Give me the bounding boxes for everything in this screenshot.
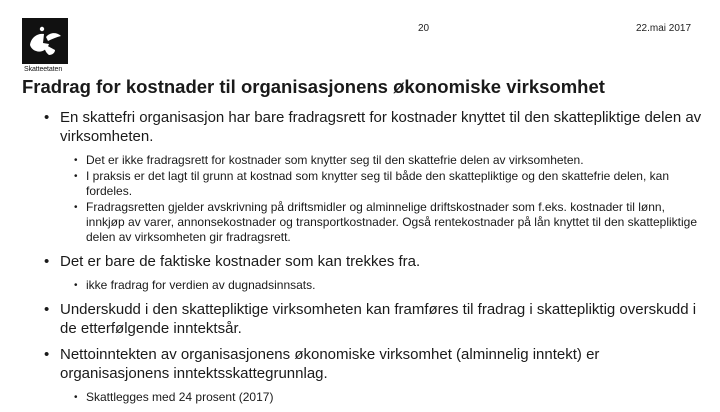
bullet-dot-icon: • xyxy=(44,301,50,318)
sub-bullet-text: ikke fradrag for verdien av dugnadsinnsats. xyxy=(86,278,316,292)
sub-bullet-item xyxy=(44,153,704,168)
slide-title: Fradrag for kostnader til organisasjonens økonomiske virksomhet xyxy=(22,76,605,97)
sub-bullet-list xyxy=(44,278,704,293)
sub-bullet-item xyxy=(44,169,704,199)
bullet-dot-icon: • xyxy=(44,253,50,270)
bullet-text: Nettoinntekten av organisasjonens økonomiske virksomhet (alminnelig inntekt) er organisasjonens inntektsskattegrunnlag. xyxy=(60,346,600,382)
bullet-item xyxy=(44,345,704,383)
sub-bullet-dot-icon: • xyxy=(74,280,78,291)
bullet-item xyxy=(44,300,704,338)
sub-bullet-dot-icon: • xyxy=(74,155,78,166)
sub-bullet-dot-icon: • xyxy=(74,202,78,213)
logo-mark-icon xyxy=(22,18,68,64)
logo-emblem-icon xyxy=(22,18,68,64)
sub-bullet-item xyxy=(44,390,704,405)
sub-bullet-dot-icon: • xyxy=(74,171,78,182)
bullet-text: Det er bare de faktiske kostnader som kan trekkes fra. xyxy=(60,253,421,270)
sub-bullet-list xyxy=(44,153,704,245)
bullet-item xyxy=(44,108,704,146)
sub-bullet-text: Skattlegges med 24 prosent (2017) xyxy=(86,390,274,404)
logo-text: Skatteetaten xyxy=(24,66,63,73)
bullet-text: Underskudd i den skattepliktige virksomheten kan framføres til fradrag i skattepliktig overskudd i de etterfølgende inntektsår. xyxy=(60,301,697,337)
sub-bullet-item xyxy=(44,200,704,245)
slide-number: 20 xyxy=(418,23,430,34)
slide-date: 22.mai 2017 xyxy=(636,23,692,34)
sub-bullet-text: Det er ikke fradragsrett for kostnader som knytter seg til den skattefrie delen av virksomheten. xyxy=(86,153,584,167)
bullet-text: En skattefri organisasjon har bare fradragsrett for kostnader knyttet til den skattepliktige delen av virksomheten. xyxy=(60,109,702,145)
bullet-dot-icon: • xyxy=(44,346,50,363)
sub-bullet-text: Fradragsretten gjelder avskrivning på driftsmidler og alminnelige driftskostnader som f.eks. kostnader til lønn, innkjøp av varer, annonsekostnader og transportkostnader. Også rentekostnader på lån knyttet til den skattepliktige delen av virksomheten gir fradragsrett. xyxy=(86,200,698,244)
sub-bullet-dot-icon: • xyxy=(74,392,78,403)
bullet-dot-icon: • xyxy=(44,109,50,126)
sub-bullet-text: I praksis er det lagt til grunn at kostnad som knytter seg til både den skattepliktige og den skattefrie delen, kan fordeles. xyxy=(86,169,669,198)
slide-content xyxy=(44,108,704,412)
bullet-item xyxy=(44,252,704,271)
sub-bullet-item xyxy=(44,278,704,293)
sub-bullet-list xyxy=(44,390,704,405)
